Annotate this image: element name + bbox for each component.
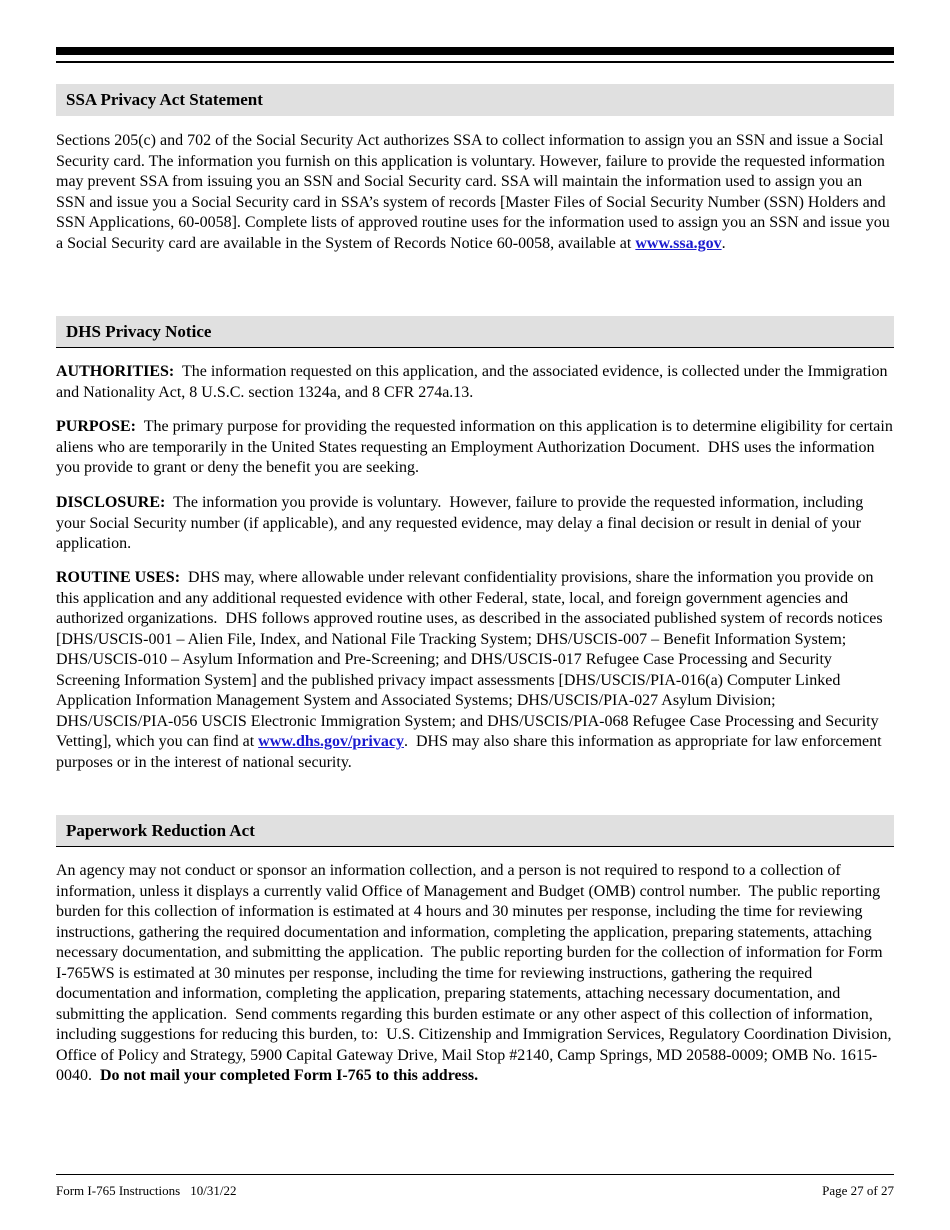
- dhs-routine-uses-paragraph: [56, 568, 894, 773]
- routine-uses-text: DHS may, where allowable under relevant confidentiality provisions, share the information you provide on this application and any additional requested evidence with other Federal, state, local, and foreign government agencies and authorized organizations. DHS follows approved routine uses, as described in the associated published system of records notices [DHS/USCIS-001 – Alien File, Index, and National File Tracking System; DHS/USCIS-007 – Benefit Information System; DHS/USCIS-010 – Asylum Information and Pre-Screening; and DHS/USCIS-017 Refugee Case Processing and Security Screening Information System] and the published privacy impact assessments [DHS/USCIS/PIA-016(a) Computer Linked Application Information Management System and Associated Systems; DHS/USCIS/PIA-027 Asylum Division; DHS/USCIS/PIA-056 USCIS Electronic Immigration System; and DHS/USCIS/PIA-068 Refugee Case Processing and Security Vetting], which you can find at: [56, 569, 887, 750]
- footer-form-info: [56, 1183, 236, 1199]
- dhs-purpose-paragraph: [56, 417, 897, 479]
- pra-bold-warning: Do not mail your completed Form I-765 to this address.: [100, 1067, 479, 1084]
- footer-rule: [56, 1174, 894, 1175]
- authorities-text: The information requested on this application, and the associated evidence, is collected under the Immigration and Nationality Act, 8 U.S.C. section 1324a, and 8 CFR 274a.13.: [56, 363, 892, 401]
- ssa-paragraph: [56, 131, 894, 254]
- pra-section-heading: Paperwork Reduction Act: [56, 815, 894, 847]
- top-thin-rule: [56, 61, 894, 63]
- routine-uses-end-text: . DHS may also share this information as appropriate for law enforcement purposes or in the interest of national security.: [56, 733, 886, 771]
- purpose-label: PURPOSE:: [56, 418, 136, 435]
- pra-body-text: An agency may not conduct or sponsor an information collection, and a person is not required to respond to a collection of information, unless it displays a currently valid Office of Management and Budget (OMB) control number. The public reporting burden for this collection of information is estimated at 4 hours and 30 minutes per response, including the time for reviewing instructions, gathering the required documentation and information, completing the application, preparing statements, attaching necessary documentation, and submitting the application. The public reporting burden for the collection of information for Form I-765WS is estimated at 30 minutes per response, including the time for reviewing instructions, gathering the required documentation and information, completing the application, preparing statements, attaching necessary documentation, and submitting the application. Send comments regarding this burden estimate or any other aspect of this collection of information, including suggestions for reducing this burden, to: U.S. Citizenship and Immigration Services, Regulatory Coordination Division, Office of Policy and Strategy, 5900 Capital Gateway Drive, Mail Stop #2140, Camp Springs, MD 20588-0009; OMB No. 1615-0040.: [56, 862, 896, 1084]
- footer-page-number: Page 27 of 27: [822, 1183, 894, 1198]
- routine-uses-label: ROUTINE USES:: [56, 569, 181, 586]
- dhs-section-heading: DHS Privacy Notice: [56, 316, 894, 348]
- disclosure-text: The information you provide is voluntary. However, failure to provide the requested information, including your Social Security number (if applicable), and any requested evidence, may delay a final decision or result in denial of your application.: [56, 494, 868, 552]
- top-thick-rule: [56, 47, 894, 55]
- ssa-body-text: Sections 205(c) and 702 of the Social Security Act authorizes SSA to collect information to assign you an SSN and issue a Social Security card. The information you furnish on this application is voluntary. However, failure to provide the requested information may prevent SSA from issuing you an SSN and Social Security card. SSA will maintain the information used to assign you an SSN and issue you a Social Security card in SSA’s system of records [Master Files of Social Security Number (SSN) Holders and SSN Applications, 60-0058]. Complete lists of approved routine uses for the information used to assign you an SSN and issue you a Social Security card are available in the System of Records Notice 60-0058, available at: [56, 132, 890, 252]
- ssa-end-text: .: [721, 234, 726, 252]
- dhs-disclosure-paragraph: [56, 493, 894, 555]
- purpose-text: The primary purpose for providing the requested information on this application is to determine eligibility for certain aliens who are temporarily in the United States requesting an Employment Authorization Document. DHS uses the information you provide to grant or deny the benefit you are seeking.: [56, 418, 897, 476]
- footer-date: 10/31/22: [190, 1183, 237, 1198]
- dhs-authorities-paragraph: [56, 362, 894, 403]
- ssa-section-heading: SSA Privacy Act Statement: [56, 84, 894, 116]
- disclosure-label: DISCLOSURE:: [56, 494, 166, 511]
- pra-paragraph: [56, 861, 894, 1087]
- dhs-privacy-link[interactable]: www.dhs.gov/privacy: [258, 733, 404, 750]
- authorities-label: AUTHORITIES:: [56, 363, 175, 380]
- footer-form-name: Form I-765 Instructions: [56, 1183, 181, 1198]
- ssa-gov-link[interactable]: www.ssa.gov: [635, 234, 722, 252]
